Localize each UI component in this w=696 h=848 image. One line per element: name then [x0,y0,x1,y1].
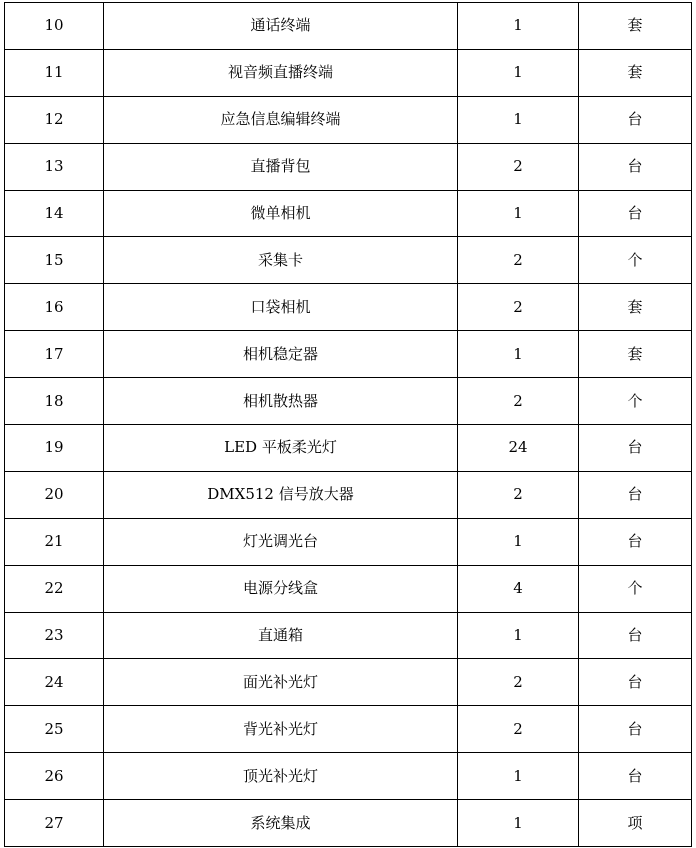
quantity-cell: 24 [458,425,579,472]
item-number-cell: 24 [5,659,104,706]
item-name-cell: 应急信息编辑终端 [104,96,458,143]
item-name-cell: 顶光补光灯 [104,753,458,800]
item-name-cell: 口袋相机 [104,284,458,331]
quantity-cell: 1 [458,518,579,565]
item-number-cell: 27 [5,800,104,847]
quantity-cell: 1 [458,800,579,847]
unit-cell: 个 [579,378,692,425]
quantity-cell: 1 [458,3,579,50]
item-name-cell: 直播背包 [104,143,458,190]
equipment-table-body [5,3,692,847]
table-row [5,659,692,706]
quantity-cell: 1 [458,49,579,96]
unit-cell: 套 [579,49,692,96]
item-number-cell: 16 [5,284,104,331]
item-name-cell: 直通箱 [104,612,458,659]
table-row [5,471,692,518]
table-row [5,190,692,237]
unit-cell: 台 [579,190,692,237]
item-name-cell: 微单相机 [104,190,458,237]
item-number-cell: 11 [5,49,104,96]
table-row [5,96,692,143]
item-name-cell: 通话终端 [104,3,458,50]
unit-cell: 台 [579,518,692,565]
unit-cell: 套 [579,3,692,50]
quantity-cell: 1 [458,753,579,800]
table-row [5,3,692,50]
unit-cell: 套 [579,331,692,378]
item-name-cell: 采集卡 [104,237,458,284]
unit-cell: 台 [579,96,692,143]
item-name-cell: 相机稳定器 [104,331,458,378]
table-row [5,49,692,96]
unit-cell: 个 [579,565,692,612]
table-row [5,331,692,378]
item-number-cell: 15 [5,237,104,284]
item-number-cell: 14 [5,190,104,237]
item-number-cell: 17 [5,331,104,378]
item-name-cell: DMX512 信号放大器 [104,471,458,518]
item-number-cell: 20 [5,471,104,518]
table-row [5,800,692,847]
quantity-cell: 1 [458,190,579,237]
item-number-cell: 22 [5,565,104,612]
item-name-cell: 视音频直播终端 [104,49,458,96]
item-number-cell: 19 [5,425,104,472]
quantity-cell: 1 [458,331,579,378]
table-row [5,565,692,612]
item-number-cell: 21 [5,518,104,565]
table-row [5,706,692,753]
item-name-cell: 面光补光灯 [104,659,458,706]
item-number-cell: 25 [5,706,104,753]
table-row [5,612,692,659]
quantity-cell: 2 [458,706,579,753]
table-row [5,753,692,800]
item-number-cell: 10 [5,3,104,50]
item-name-cell: 背光补光灯 [104,706,458,753]
table-row [5,284,692,331]
unit-cell: 台 [579,425,692,472]
unit-cell: 个 [579,237,692,284]
item-number-cell: 12 [5,96,104,143]
unit-cell: 台 [579,659,692,706]
item-name-cell: LED 平板柔光灯 [104,425,458,472]
quantity-cell: 1 [458,612,579,659]
item-number-cell: 26 [5,753,104,800]
table-row [5,143,692,190]
item-number-cell: 18 [5,378,104,425]
quantity-cell: 2 [458,237,579,284]
quantity-cell: 1 [458,96,579,143]
item-number-cell: 13 [5,143,104,190]
unit-cell: 项 [579,800,692,847]
equipment-table [4,2,692,847]
unit-cell: 套 [579,284,692,331]
unit-cell: 台 [579,706,692,753]
table-row [5,378,692,425]
table-row [5,237,692,284]
unit-cell: 台 [579,143,692,190]
item-name-cell: 电源分线盒 [104,565,458,612]
unit-cell: 台 [579,612,692,659]
quantity-cell: 2 [458,378,579,425]
table-row [5,518,692,565]
unit-cell: 台 [579,471,692,518]
quantity-cell: 2 [458,143,579,190]
item-name-cell: 相机散热器 [104,378,458,425]
item-name-cell: 系统集成 [104,800,458,847]
item-name-cell: 灯光调光台 [104,518,458,565]
quantity-cell: 2 [458,471,579,518]
quantity-cell: 4 [458,565,579,612]
quantity-cell: 2 [458,659,579,706]
quantity-cell: 2 [458,284,579,331]
unit-cell: 台 [579,753,692,800]
item-number-cell: 23 [5,612,104,659]
table-row [5,425,692,472]
